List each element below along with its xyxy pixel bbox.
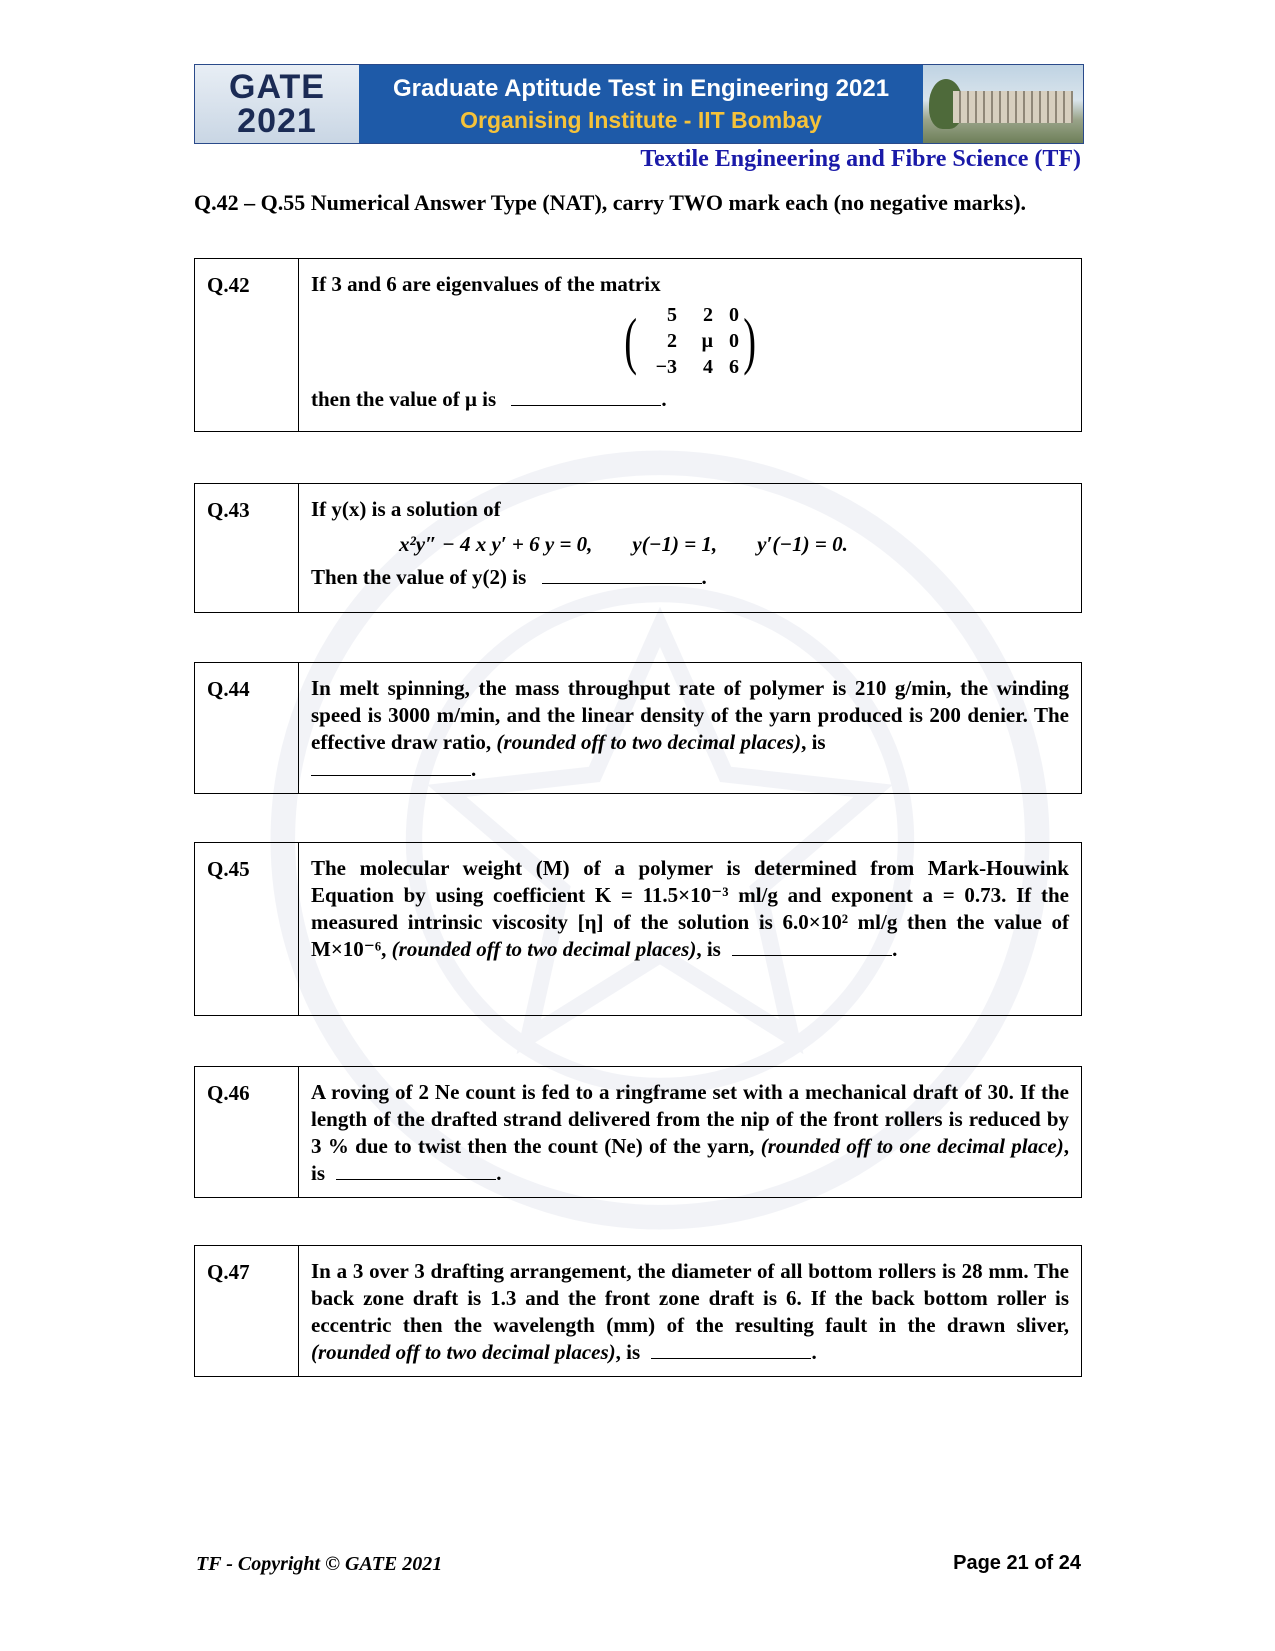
question-block [194,842,1082,1016]
initial-condition: y(−1) = 1, [632,532,718,556]
answer-blank [542,565,702,584]
matrix-cell: 6 [729,356,739,378]
question-block [194,258,1082,432]
question-text: In melt spinning, the mass throughput rate of polymer is 210 g/min, the winding speed is 3000 m/min, and the linear density of the yarn produced is 200 denier. The effective draw ratio, (rounded off to two decimal places), is . [311,676,1069,781]
matrix-cell: 2 [667,330,677,352]
matrix-cell: μ [701,330,713,352]
question-text: A roving of 2 Ne count is fed to a ringframe set with a mechanical draft of 30. If the length of the drafted strand delivered from the nip of the front rollers is reduced by 3 % due to twist then the count (Ne) of the yarn, (rounded off to one decimal place), is . [311,1080,1069,1185]
institute-building-image [923,65,1083,143]
banner-title: Graduate Aptitude Test in Engineering 2021 [392,74,890,102]
question-body: The molecular weight (M) of a polymer is determined from Mark-Houwink Equation by using coefficient K = 11.5×10⁻³ ml/g and exponent a = 0.73. If the measured intrinsic viscosity [η] of the solution is 6.0×10² ml/g then the value of M×10⁻⁶, [311,856,1069,961]
building-shape [953,91,1073,123]
paper-subject: Textile Engineering and Fibre Science (TF) [640,146,1081,172]
logo-text-year: 2021 [237,102,317,140]
question-after: , is [696,937,721,961]
right-paren: ) [743,305,757,376]
question-number: Q.42 [195,259,299,431]
question-body: In a 3 over 3 drafting arrangement, the diameter of all bottom rollers is 28 mm. The back zone draft is 1.3 and the front zone draft is 6. If the back bottom roller is eccentric then the wavelength (mm) of the resulting fault in the drawn sliver, [311,1259,1069,1337]
question-number: Q.44 [195,663,299,793]
header-banner [194,64,1084,144]
gate-logo [195,65,359,143]
answer-blank [311,757,471,776]
question-text: The molecular weight (M) of a polymer is determined from Mark-Houwink Equation by using coefficient K = 11.5×10⁻³ ml/g and exponent a = 0.73. If the measured intrinsic viscosity [η] of the solution is 6.0×10² ml/g then the value of M×10⁻⁶, (rounded off to two decimal places), is . [311,856,1069,961]
matrix-cell: 5 [667,304,677,326]
question-after: , is [615,1340,641,1364]
page-current: 21 [1006,1552,1029,1574]
matrix-grid [641,302,739,380]
question-block [194,483,1082,613]
rounding-note: (rounded off to one decimal place) [760,1134,1064,1158]
question-body: In melt spinning, the mass throughput rate of polymer is 210 g/min, the winding speed is 3000 m/min, and the linear density of the yarn produced is 200 denier. The effective draw ratio, [311,676,1069,754]
question-after: , is [801,730,826,754]
rounding-note: (rounded off to two decimal places) [311,1340,616,1364]
matrix-cell: −3 [655,356,677,378]
question-text: If y(x) is a solution of x²y″ − 4 x y′ + 6 y = 0, y(−1) = 1, y′(−1) = 0. Then the value of y(2) is . [299,484,1081,612]
question-block [194,1066,1082,1198]
question-text: If 3 and 6 are eigenvalues of the matrix ( 5 2 0 2 μ 0 −3 4 6 ) then the value of μ is . [299,259,1081,431]
answer-blank [732,937,892,956]
question-number: Q.45 [195,843,299,1015]
rounding-note: (rounded off to two decimal places) [496,730,802,754]
answer-blank [511,387,661,406]
rounding-note: (rounded off to two decimal places) [391,937,697,961]
question-block [194,1245,1082,1377]
banner-title-block [359,65,923,143]
question-tail: then the value of μ is [311,387,497,411]
banner-subtitle: Organising Institute - IIT Bombay [460,106,822,133]
initial-condition: y′(−1) = 0. [757,532,848,556]
section-heading: Q.42 – Q.55 Numerical Answer Type (NAT), carry TWO mark each (no negative marks). [194,190,1027,215]
copyright-footer: TF - Copyright © GATE 2021 [196,1553,443,1575]
matrix-cell: 4 [703,356,713,378]
question-text: In a 3 over 3 drafting arrangement, the diameter of all bottom rollers is 28 mm. The back zone draft is 1.3 and the front zone draft is 6. If the back bottom roller is eccentric then the wavelength (mm) of the resulting fault in the drawn sliver, (rounded off to two decimal places), is . [311,1259,1069,1364]
left-paren: ( [623,305,637,376]
question-intro: If 3 and 6 are eigenvalues of the matrix [311,272,661,296]
question-after: , is [311,1134,1069,1185]
question-intro: If y(x) is a solution of [311,497,501,521]
matrix-cell: 2 [703,304,713,326]
question-number: Q.47 [195,1246,299,1376]
logo-text-gate: GATE [229,68,325,106]
question-block [194,662,1082,794]
differential-equation [311,531,1069,558]
question-number: Q.43 [195,484,299,612]
matrix-cell: 0 [729,330,739,352]
matrix-cell: 0 [729,304,739,326]
matrix [311,302,1069,380]
answer-blank [336,1161,496,1180]
question-tail: Then the value of y(2) is [311,565,527,589]
equation: x²y″ − 4 x y′ + 6 y = 0, [399,532,593,556]
page-number [953,1552,1081,1575]
question-number: Q.46 [195,1067,299,1197]
question-body: A roving of 2 Ne count is fed to a ringframe set with a mechanical draft of 30. If the length of the drafted strand delivered from the nip of the front rollers is reduced by 3 % due to twist then the count (Ne) of the yarn, [311,1080,1069,1158]
page-prefix: Page [953,1552,1001,1574]
page-suffix: of 24 [1034,1552,1081,1574]
answer-blank [651,1340,811,1359]
